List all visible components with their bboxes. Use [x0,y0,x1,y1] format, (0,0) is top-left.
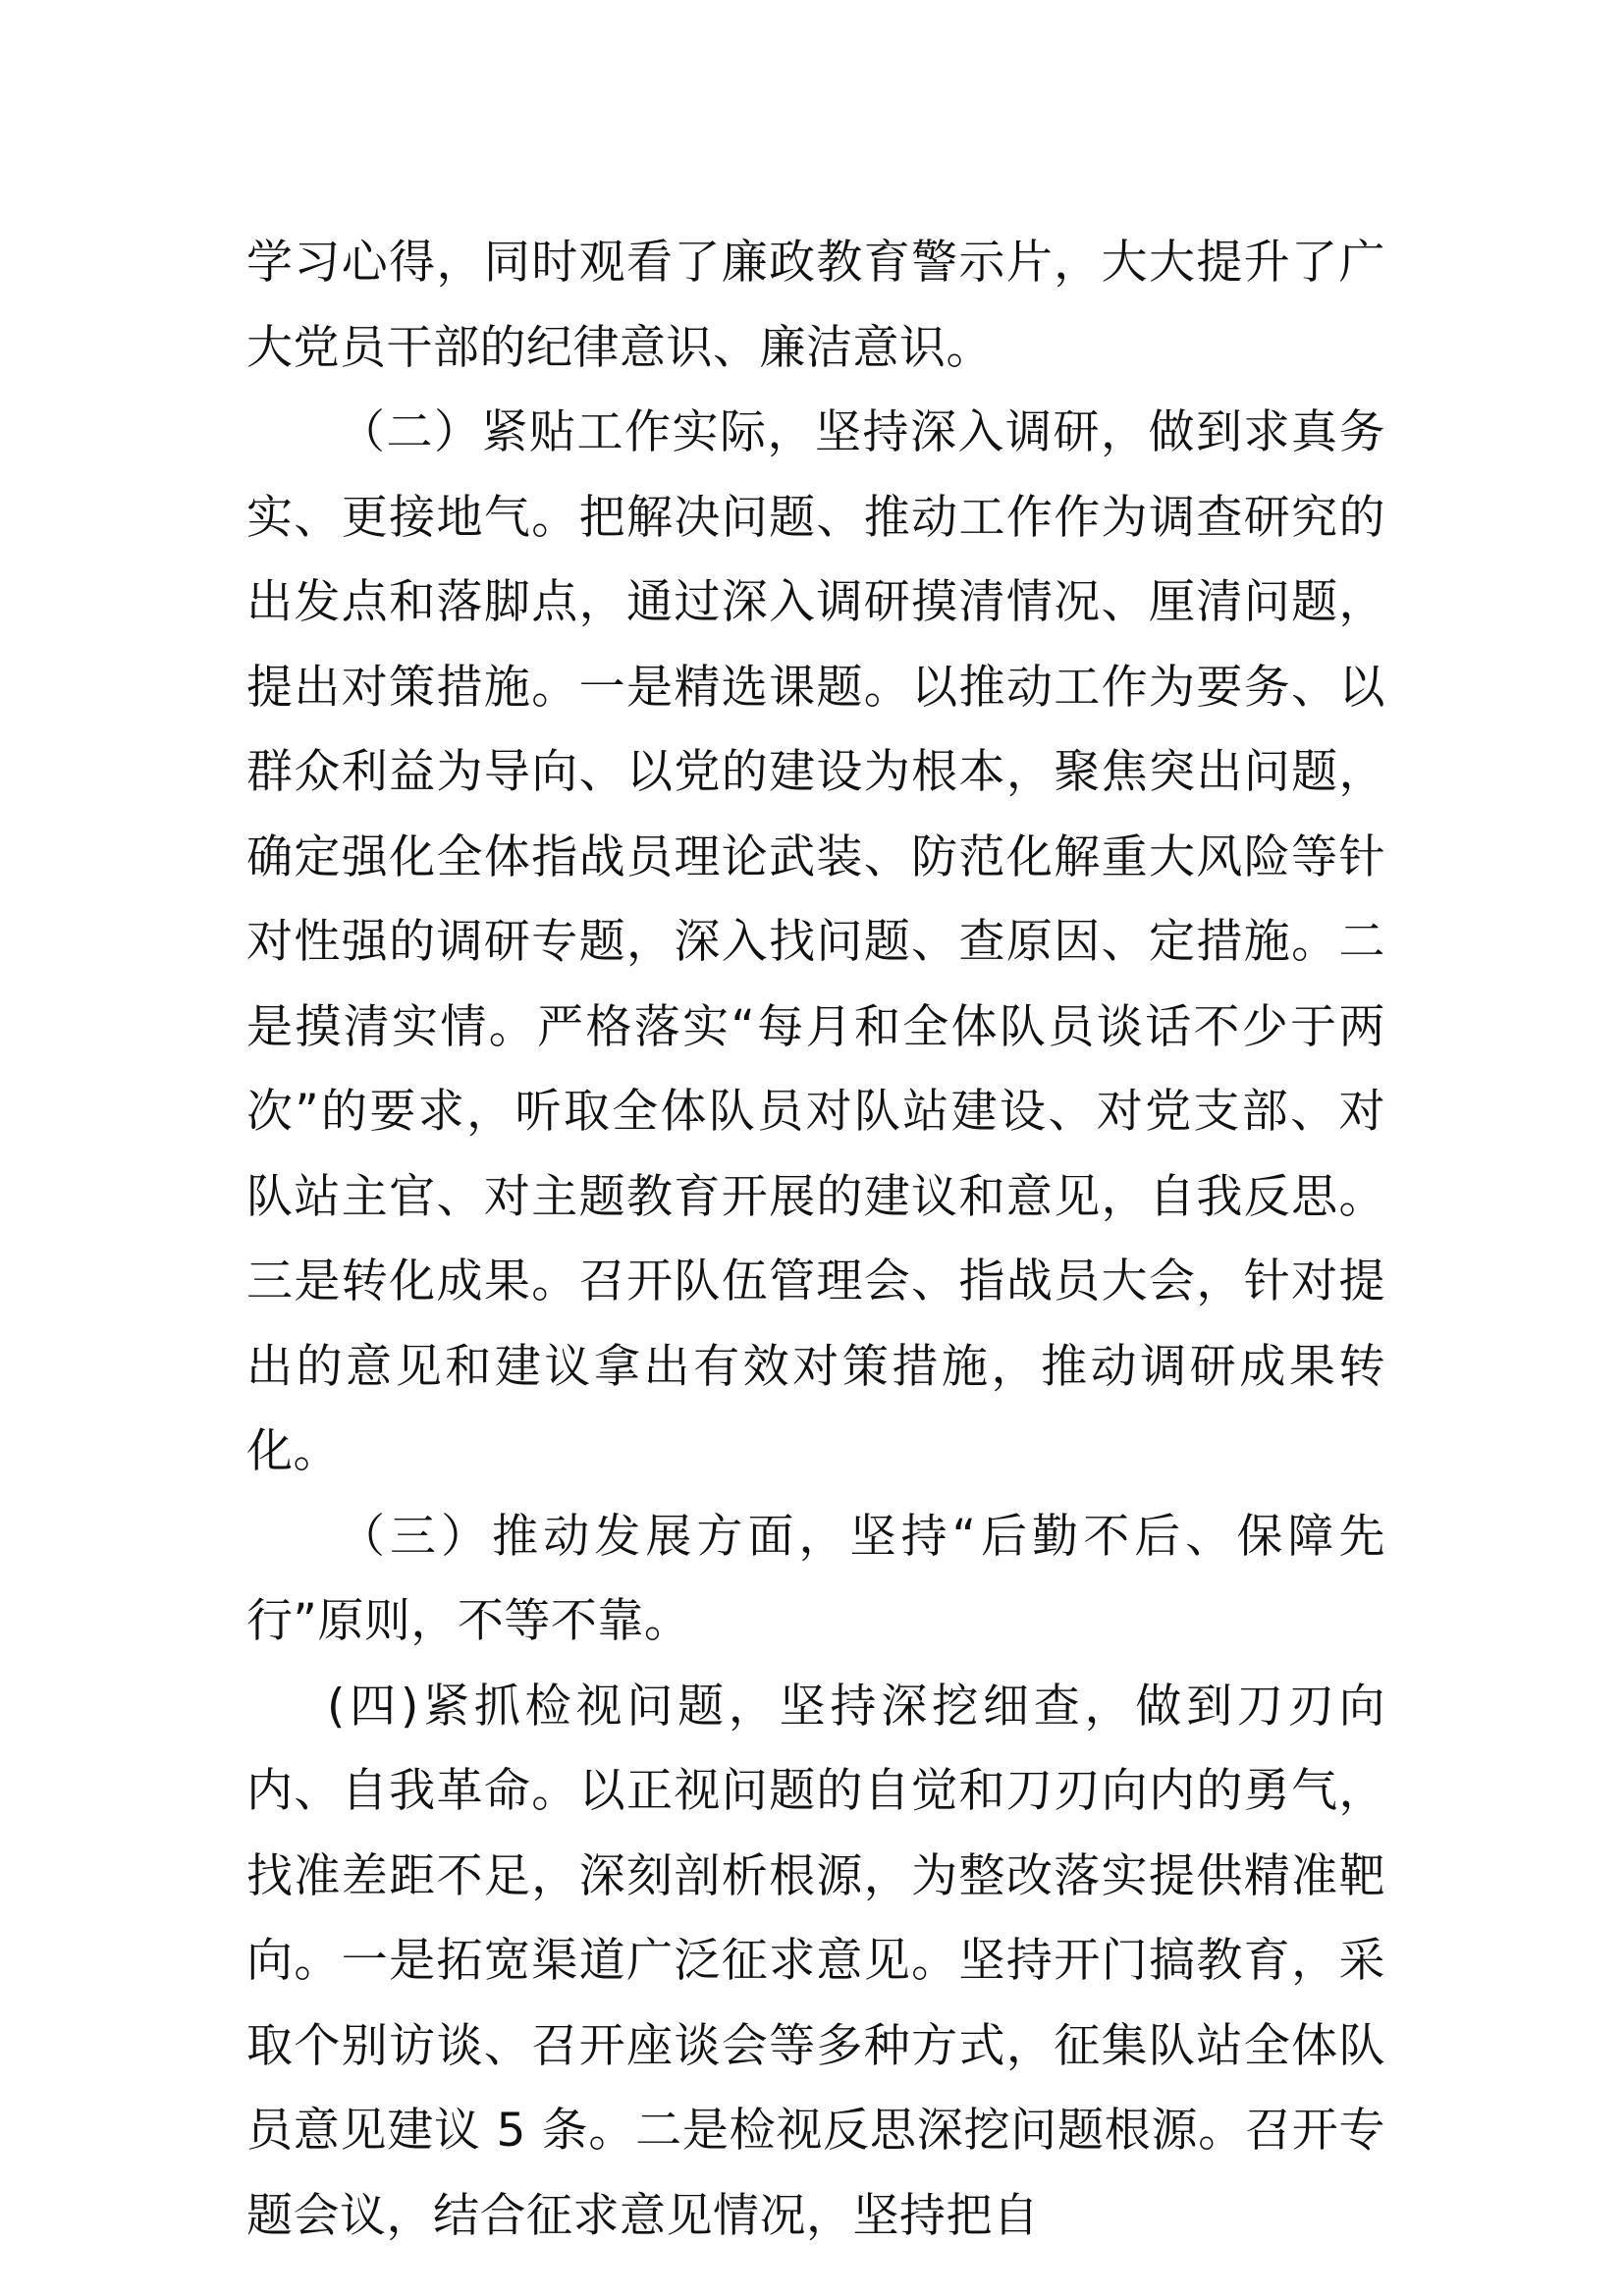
paragraph-continuation: 学习心得，同时观看了廉政教育警示片，大大提升了广大党员干部的纪律意识、廉洁意识。 [246,236,1385,375]
document-page [246,221,1385,2259]
paragraph-section-four: (四)紧抓检视问题，坚持深挖细查，做到刀刃向内、自我革命。以正视问题的自觉和刀刃向内的勇气，找准差距不足，深刻剖析根源，为整改落实提供精准靶向。一是拓宽渠道广泛征求意见。坚持开门搞教育，采取个别访谈、召开座谈会等多种方式，征集队站全体队员意见建议 5 条。二是检视反思深挖问题根源。召开专题会议，结合征求意见情况，坚持把自 [246,1679,1385,2243]
paragraph-section-three: （三）推动发展方面，坚持“后勤不后、保障先行”原则，不等不靠。 [246,1509,1385,1648]
paragraph-section-two: （二）紧贴工作实际，坚持深入调研，做到求真务实、更接地气。把解决问题、推动工作作为调查研究的出发点和落脚点，通过深入调研摸清情况、厘清问题，提出对策措施。一是精选课题。以推动工作为要务、以群众利益为导向、以党的建设为根本，聚焦突出问题，确定强化全体指战员理论武装、防范化解重大风险等针对性强的调研专题，深入找问题、查原因、定措施。二是摸清实情。严格落实“每月和全体队员谈话不少于两次”的要求，听取全体队员对队站建设、对党支部、对队站主官、对主题教育开展的建议和意见，自我反思。三是转化成果。召开队伍管理会、指战员大会，针对提出的意见和建议拿出有效对策措施，推动调研成果转化。 [246,405,1385,1478]
